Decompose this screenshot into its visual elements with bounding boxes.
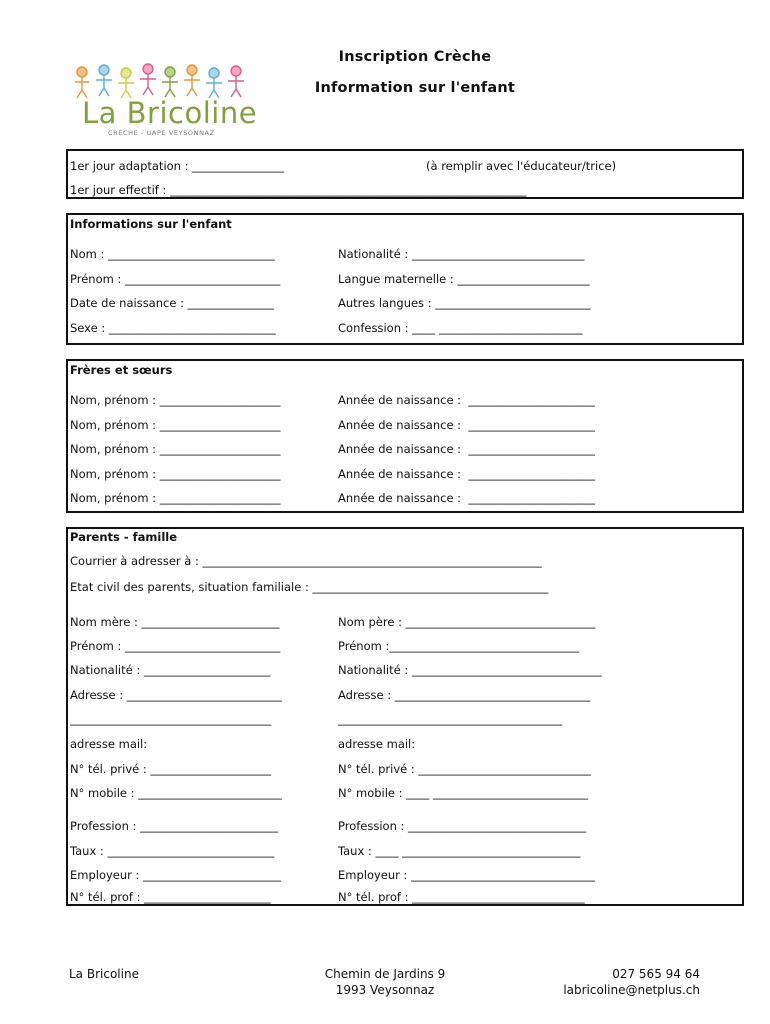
logo-name: La Bricoline: [82, 96, 258, 130]
mother-name-field[interactable]: Nom mère : ________________________: [70, 615, 280, 629]
civil-status-field[interactable]: Etat civil des parents, situation familiale : _________________________________________: [70, 580, 549, 594]
father-profession-field[interactable]: Profession : _______________________________: [338, 819, 587, 833]
father-name-field[interactable]: Nom père : _________________________________: [338, 615, 596, 629]
footer-org-name: [69, 966, 139, 982]
page-title: Inscription Crèche: [338, 49, 492, 65]
sibling-birthyear-field[interactable]: Année de naissance : ______________________: [338, 491, 595, 505]
adaptation-note: (à remplir avec l'éducateur/trice): [426, 159, 617, 173]
mother-rate-field[interactable]: Taux : _____________________________: [70, 844, 275, 858]
footer-contact: [530, 966, 700, 998]
child-firstname-field[interactable]: Prénom : ___________________________: [70, 272, 281, 286]
child-info-section: [66, 213, 744, 345]
sibling-birthyear-field[interactable]: Année de naissance : ______________________: [338, 418, 595, 432]
mother-work-phone-field[interactable]: N° tél. prof : ______________________: [70, 890, 271, 904]
footer-email[interactable]: labricoline@netplus.ch: [563, 983, 700, 997]
mother-address-field[interactable]: Adresse : ___________________________: [70, 688, 283, 702]
first-day-adaptation-field[interactable]: 1er jour adaptation : ________________: [70, 159, 285, 173]
sibling-name-field[interactable]: Nom, prénom : _____________________: [70, 418, 281, 432]
first-day-effective-field[interactable]: 1er jour effectif : ______________________________________________________________: [70, 183, 527, 197]
father-email-field[interactable]: adresse mail:: [338, 737, 416, 751]
mother-firstname-field[interactable]: Prénom : ___________________________: [70, 639, 281, 653]
father-address-field[interactable]: Adresse : __________________________________: [338, 688, 591, 702]
logo: [68, 62, 258, 142]
page-subtitle: Information sur l'enfant: [314, 80, 516, 96]
footer-phone: 027 565 94 64: [612, 967, 700, 981]
father-mobile-field[interactable]: N° mobile : ____ ___________________________: [338, 786, 589, 800]
section-heading: Parents - famille: [70, 530, 178, 544]
father-employer-field[interactable]: Employeur : ________________________________: [338, 868, 596, 882]
sibling-name-field[interactable]: Nom, prénom : _____________________: [70, 393, 281, 407]
mail-to-field[interactable]: Courrier à adresser à : ___________________________________________________________: [70, 554, 542, 568]
child-nationality-field[interactable]: Nationalité : ______________________________: [338, 247, 585, 261]
mother-employer-field[interactable]: Employeur : ________________________: [70, 868, 282, 882]
logo-subtitle: CRÈCHE - UAPE VEYSONNAZ: [108, 129, 215, 137]
sibling-birthyear-field[interactable]: Année de naissance : ______________________: [338, 467, 595, 481]
child-mother-tongue-field[interactable]: Langue maternelle : _______________________: [338, 272, 590, 286]
sibling-birthyear-field[interactable]: Année de naissance : ______________________: [338, 393, 595, 407]
mother-mobile-field[interactable]: N° mobile : _________________________: [70, 786, 282, 800]
father-work-phone-field[interactable]: N° tél. prof : ______________________________: [338, 890, 585, 904]
father-address-line2-field[interactable]: _______________________________________: [338, 712, 563, 726]
mother-address-line2-field[interactable]: ___________________________________: [70, 712, 272, 726]
sibling-birthyear-field[interactable]: Année de naissance : ______________________: [338, 442, 595, 456]
father-firstname-field[interactable]: Prénom :_________________________________: [338, 639, 580, 653]
adaptation-section: [66, 149, 744, 199]
footer-address: [295, 966, 475, 998]
footer-address-line2: 1993 Veysonnaz: [335, 983, 435, 997]
child-birthdate-field[interactable]: Date de naissance : _______________: [70, 296, 274, 310]
mother-email-field[interactable]: adresse mail:: [70, 737, 148, 751]
sibling-name-field[interactable]: Nom, prénom : _____________________: [70, 467, 281, 481]
mother-nationality-field[interactable]: Nationalité : ______________________: [70, 663, 271, 677]
section-heading: Informations sur l'enfant: [70, 217, 232, 231]
father-private-phone-field[interactable]: N° tél. privé : ______________________________: [338, 762, 591, 776]
section-heading: Frères et sœurs: [70, 363, 173, 377]
father-nationality-field[interactable]: Nationalité : _________________________________: [338, 663, 602, 677]
footer-name-text: La Bricoline: [69, 967, 139, 981]
siblings-section: [66, 359, 744, 513]
child-name-field[interactable]: Nom : _____________________________: [70, 247, 275, 261]
sibling-name-field[interactable]: Nom, prénom : _____________________: [70, 491, 281, 505]
footer-address-line1: Chemin de Jardins 9: [324, 967, 446, 981]
child-confession-field[interactable]: Confession : ____ _________________________: [338, 321, 583, 335]
child-other-languages-field[interactable]: Autres langues : ___________________________: [338, 296, 591, 310]
mother-profession-field[interactable]: Profession : ________________________: [70, 819, 279, 833]
parents-section: [66, 527, 744, 906]
mother-private-phone-field[interactable]: N° tél. privé : _____________________: [70, 762, 272, 776]
father-rate-field[interactable]: Taux : ____ _______________________________: [338, 844, 581, 858]
sibling-name-field[interactable]: Nom, prénom : _____________________: [70, 442, 281, 456]
child-sex-field[interactable]: Sexe : _____________________________: [70, 321, 276, 335]
